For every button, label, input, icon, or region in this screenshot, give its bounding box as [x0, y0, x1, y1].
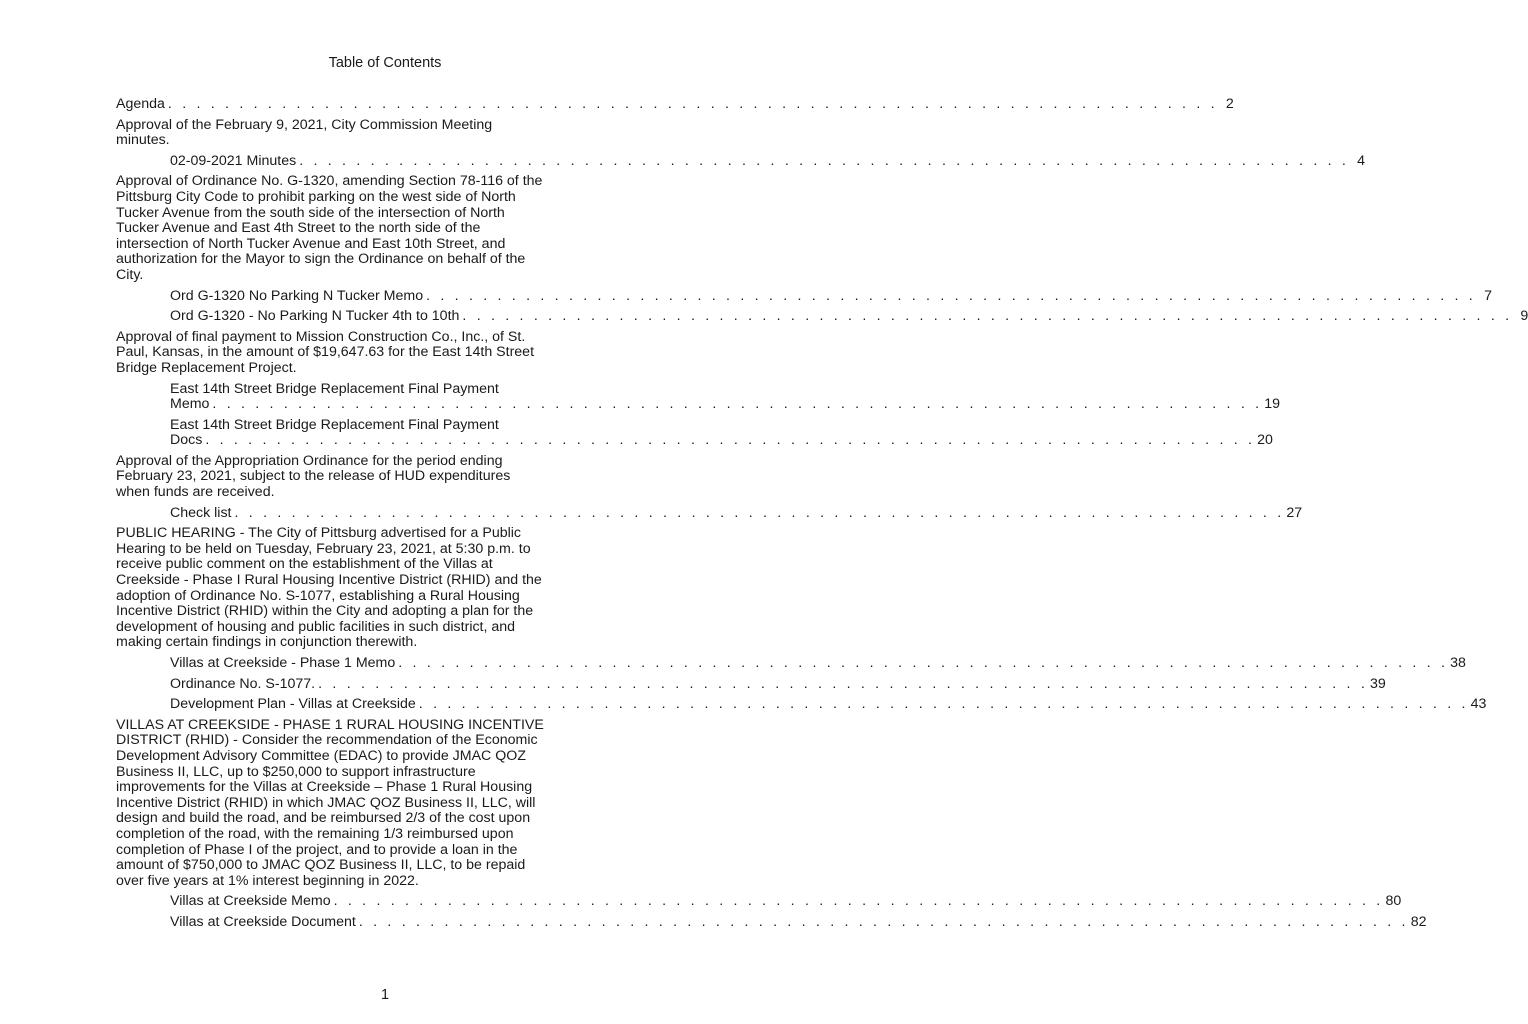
toc-entry-label: Ord G-1320 No Parking N Tucker Memo [170, 287, 424, 304]
toc-entry-label: Agenda [116, 96, 165, 112]
dot-leader: . . . . . . . . . . . . . . . . . . . . . . . . . . . . . . . . . . . . . . . . . . . . . . . . . . . . . . . . . . . . . . . . . . . . . . . . . . [299, 152, 1350, 169]
dot-leader: . . . . . . . . . . . . . . . . . . . . . . . . . . . . . . . . . . . . . . . . . . . . . . . . . . . . . . . . . . . . . . . . . . . . . . . . . . [212, 396, 1263, 413]
toc-entry-label: 02-09-2021 Minutes [170, 152, 297, 169]
toc-entry-villas-memo[interactable] [170, 893, 1402, 910]
toc-entry-label-cont: Docs [170, 432, 203, 449]
toc-entry-agenda[interactable] [116, 96, 1234, 113]
toc-page-number: 27 [1286, 504, 1303, 521]
footer-page-number: 1 [380, 987, 390, 1003]
toc-entry-label: Ord G-1320 - No Parking N Tucker 4th to 10th [170, 308, 460, 325]
dot-leader: . . . . . . . . . . . . . . . . . . . . . . . . . . . . . . . . . . . . . . . . . . . . . . . . . . . . . . . . . . . . . . . . . . . . . . . . . . [426, 287, 1476, 304]
toc-entry-ord-doc[interactable] [170, 308, 1528, 325]
dot-leader: . . . . . . . . . . . . . . . . . . . . . . . . . . . . . . . . . . . . . . . . . . . . . . . . . . . . . . . . . . . . . . . . . . . . . . . . . . [462, 308, 1513, 325]
toc-entry-label: East 14th Street Bridge Replacement Final Payment [170, 380, 499, 397]
dot-leader: . . . . . . . . . . . . . . . . . . . . . . . . . . . . . . . . . . . . . . . . . . . . . . . . . . . . . . . . . . . . . . . . . . . . . . . . . . [318, 675, 1368, 692]
dot-leader: . . . . . . . . . . . . . . . . . . . . . . . . . . . . . . . . . . . . . . . . . . . . . . . . . . . . . . . . . . . . . . . . . . . . . . . . . . [358, 913, 1409, 930]
toc-section-public-hearing: PUBLIC HEARING - The City of Pittsburg advertised for a Public Hearing to be held on Tuesday, February 23, 2021, at 5:30 p.m. to receive public comment on the establishment of the Villas at Creekside - Phase I Rural Housing Incentive District (RHID) and the adoption of Ordinance No. S-1077, establishing a Rural Housing Incentive District (RHID) within the City and adopting a plan for the development of housing and public facilities in such district, and making certain findings in conjunction therewith. [116, 525, 542, 651]
toc-entry-minutes[interactable] [170, 152, 1366, 170]
toc-entry-label: Ordinance No. S-1077. [170, 675, 316, 692]
toc-page-number: 19 [1264, 396, 1281, 413]
toc-section-villas-rhid: VILLAS AT CREEKSIDE - PHASE 1 RURAL HOUSING INCENTIVE DISTRICT (RHID) - Consider the recommendation of the Economic Development Advisory Committee (EDAC) to provide JMAC QOZ Business II, LLC, up to $250,000 to support infrastructure improvements for the Villas at Creekside – Phase 1 Rural Housing Incentive District (RHID) in which JMAC QOZ Business II, LLC, will design and build the road, and be reimbursed 2/3 of the cost upon completion of the road, with the remaining 1/3 reimbursed upon completion of Phase I of the project, and to provide a loan in the amount of $750,000 to JMAC QOZ Business II, LLC, to be repaid over five years at 1% interest beginning in 2022. [116, 716, 544, 889]
toc-page-number: 7 [1484, 287, 1492, 304]
toc-entry-label: Villas at Creekside Document [170, 913, 356, 930]
toc-entry-ordinance-s1077[interactable] [170, 675, 1386, 693]
table-of-contents [116, 96, 1528, 931]
toc-entry-dev-plan[interactable] [170, 696, 1487, 713]
toc-entry-bridge-memo[interactable] [170, 380, 1281, 413]
dot-leader: . . . . . . . . . . . . . . . . . . . . . . . . . . . . . . . . . . . . . . . . . . . . . . . . . . . . . . . . . . . . . . . . . . . . . . . . . . [418, 696, 1469, 713]
toc-page-number: 80 [1385, 893, 1402, 910]
toc-entry-label: Check list [170, 504, 232, 521]
toc-section-approval-minutes: Approval of the February 9, 2021, City Commission Meeting minutes. [116, 116, 493, 149]
dot-leader: . . . . . . . . . . . . . . . . . . . . . . . . . . . . . . . . . . . . . . . . . . . . . . . . . . . . . . . . . . . . . . . . . . . . . . . . . . [398, 655, 1449, 671]
toc-entry-label: Villas at Creekside - Phase 1 Memo [170, 655, 396, 671]
toc-entry-check-list[interactable] [170, 504, 1303, 522]
toc-page-number: 2 [1225, 96, 1234, 112]
toc-entry-villas-phase1-memo[interactable] [170, 655, 1466, 672]
dot-leader: . . . . . . . . . . . . . . . . . . . . . . . . . . . . . . . . . . . . . . . . . . . . . . . . . . . . . . . . . . . . . . . . . . . . . . . . . . [167, 96, 1218, 112]
dot-leader: . . . . . . . . . . . . . . . . . . . . . . . . . . . . . . . . . . . . . . . . . . . . . . . . . . . . . . . . . . . . . . . . . . . . . . . . . . [333, 893, 1384, 910]
toc-entry-label: East 14th Street Bridge Replacement Final Payment [170, 416, 499, 433]
page-title: Table of Contents [328, 55, 442, 71]
toc-page-number: 39 [1369, 675, 1386, 692]
toc-entry-villas-document[interactable] [170, 913, 1427, 931]
toc-page-number: 38 [1450, 655, 1466, 671]
toc-page-number: 20 [1257, 432, 1273, 449]
toc-entry-bridge-docs[interactable] [170, 416, 1273, 449]
dot-leader: . . . . . . . . . . . . . . . . . . . . . . . . . . . . . . . . . . . . . . . . . . . . . . . . . . . . . . . . . . . . . . . . . . . . . . . . . . [234, 504, 1285, 521]
toc-section-ordinance-g1320: Approval of Ordinance No. G-1320, amending Section 78-116 of the Pittsburg City Code to prohibit parking on the west side of North Tucker Avenue from the south side of the intersection of North Tucker Avenue and East 4th Street to the north side of the intersection of North Tucker Avenue and East 10th Street, and authorization for the Mayor to sign the Ordinance on behalf of the City. [116, 173, 543, 283]
toc-page-number: 9 [1520, 308, 1528, 325]
toc-section-appropriation: Approval of the Appropriation Ordinance for the period ending February 23, 2021, subject to the release of HUD expenditures when funds are received. [116, 452, 511, 501]
toc-entry-label: Villas at Creekside Memo [170, 893, 331, 910]
toc-page-number: 82 [1410, 913, 1427, 930]
dot-leader: . . . . . . . . . . . . . . . . . . . . . . . . . . . . . . . . . . . . . . . . . . . . . . . . . . . . . . . . . . . . . . . . . . . . . . . . . . [205, 432, 1256, 449]
toc-entry-ord-memo[interactable] [170, 287, 1492, 305]
toc-section-final-payment: Approval of final payment to Mission Construction Co., Inc., of St. Paul, Kansas, in the amount of $19,647.63 for the East 14th Street Bridge Replacement Project. [116, 328, 535, 376]
toc-entry-label-cont: Memo [170, 396, 210, 413]
toc-page-number: 43 [1470, 696, 1487, 713]
toc-page-number: 4 [1357, 152, 1366, 169]
toc-entry-label: Development Plan - Villas at Creekside [170, 696, 416, 713]
